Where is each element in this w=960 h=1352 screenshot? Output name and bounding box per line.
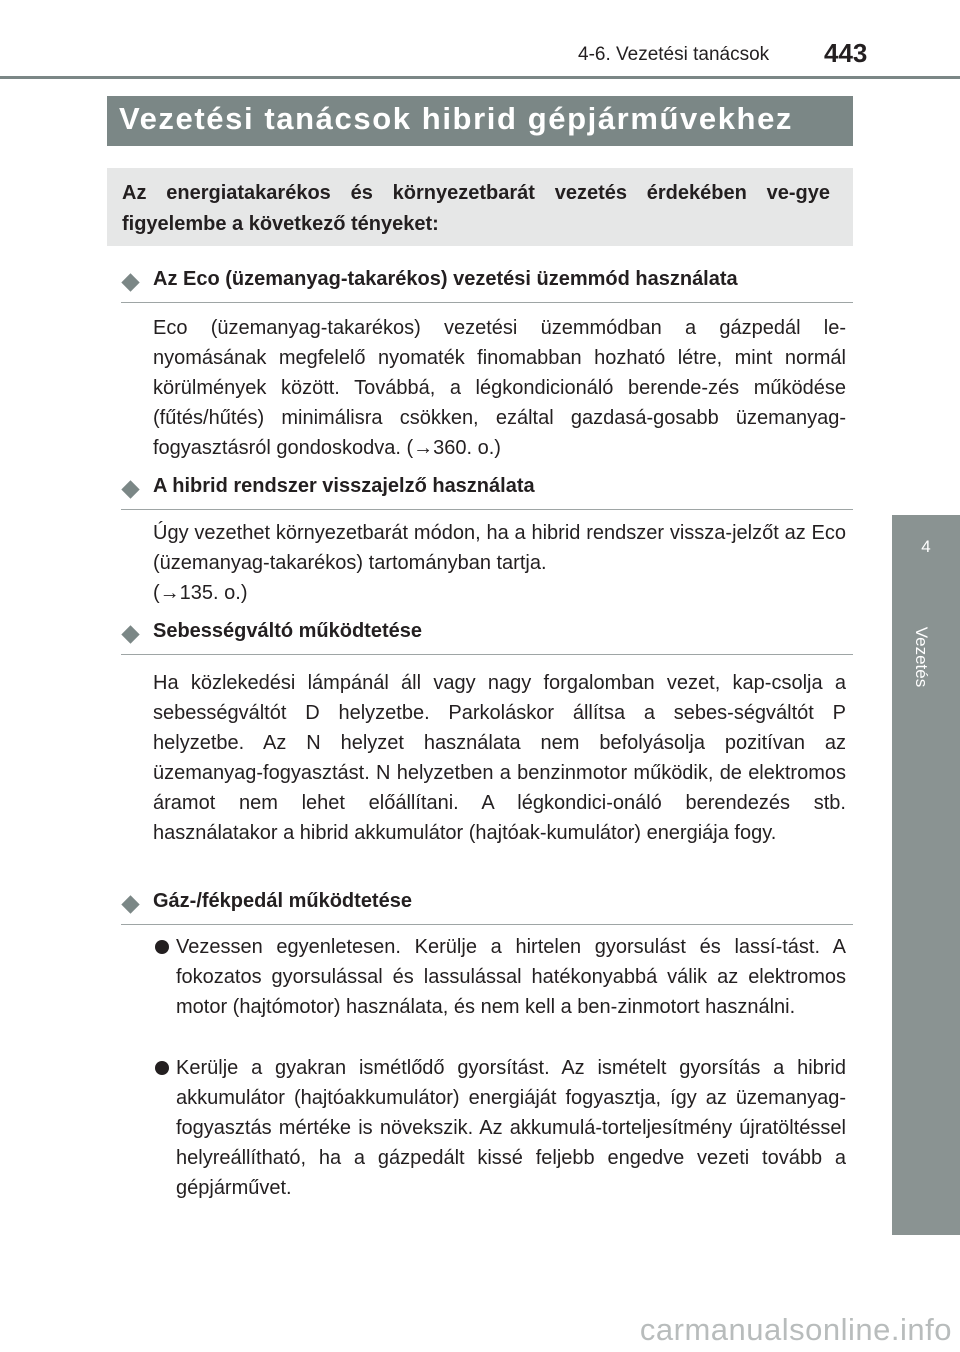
page-reference: (→135. o.) [153, 582, 248, 604]
subheading-text: Sebességváltó működtetése [153, 620, 422, 642]
bullet-dot-icon [155, 940, 169, 954]
intro-box [107, 168, 853, 246]
header-divider [0, 76, 960, 79]
chapter-side-tab[interactable] [892, 515, 960, 1235]
intro-text: Az energiatakarékos és környezetbarát vezetés érdekében ve-gye figyelembe a következő tényeket: [122, 182, 830, 235]
chapter-label: Vezetés [912, 626, 931, 688]
subheading-pedal-operation [121, 890, 853, 925]
diamond-bullet-icon [121, 895, 139, 913]
paragraph-gear-shift: Ha közlekedési lámpánál áll vagy nagy forgalomban vezet, kap-csolja a sebességváltót D helyzetbe. Parkoláskor állítsa a sebes-ségváltót P helyzetbe. Az N helyzet használata nem befolyásolja pozitívan az üzemanyag-fogyasztást. N helyzetben a benzinmotor működik, de elektromos áramot nem lehet előállítani. A légkondici-onáló berendezés stb. használatakor a hibrid akkumulátor (hajtóak-kumulátor) energiája fogy. [153, 672, 846, 844]
page-title-bar [107, 96, 853, 146]
list-item-text: Kerülje a gyakran ismétlődő gyorsítást. Az ismételt gyorsítás a hibrid akkumulátor (hajtóakkumulátor) energiáját fogyasztja, így az üzemanyag-fogyasztás mértéke is növekszik. Az akkumulá-torteljesítmény újratöltéssel helyreállítható, ha a gázpedált kissé feljebb engedve vezeti tovább a gépjárművet. [176, 1057, 846, 1199]
diamond-bullet-icon [121, 625, 139, 643]
list-item-text: Vezessen egyenletesen. Kerülje a hirtelen gyorsulást és lassí-tást. A fokozatos gyorsulással és lassulással hatékonyabbá válik az elektromos motor (hajtómotor) használata, és nem kell a ben-zinmotort használni. [176, 936, 846, 1018]
page-title: Vezetési tanácsok hibrid gépjárművekhez [119, 101, 794, 136]
subheading-hybrid-indicator [121, 475, 853, 510]
subheading-eco-mode [121, 268, 853, 303]
page-number: 443 [824, 38, 868, 68]
diamond-bullet-icon [121, 480, 139, 498]
chapter-number: 4 [921, 537, 931, 556]
paragraph-text: Úgy vezethet környezetbarát módon, ha a hibrid rendszer vissza-jelzőt az Eco (üzemanyag-takarékos) tartományban tartja. [153, 522, 846, 574]
paragraph-hybrid-indicator [153, 518, 846, 608]
section-header: 4-6. Vezetési tanácsok [578, 44, 770, 65]
paragraph-eco-mode: Eco (üzemanyag-takarékos) vezetési üzemmódban a gázpedál le-nyomásának megfelelő nyomaték finomabban hozható létre, mint normál körülmények között. Továbbá, a légkondicionáló berende-zés működése (fűtés/hűtés) minimálisra csökken, ezáltal gazdasá-gosabb üzemanyag-fogyasztásról gondoskodva. (→360. o.) [153, 317, 846, 459]
subheading-gear-shift [121, 620, 853, 655]
subheading-text: A hibrid rendszer visszajelző használata [153, 475, 535, 497]
watermark: carmanualsonline.info [639, 1312, 952, 1347]
bullet-dot-icon [155, 1061, 169, 1075]
subheading-text: Gáz-/fékpedál működtetése [153, 890, 412, 912]
diamond-bullet-icon [121, 273, 139, 291]
subheading-text: Az Eco (üzemanyag-takarékos) vezetési üzemmód használata [153, 268, 738, 290]
